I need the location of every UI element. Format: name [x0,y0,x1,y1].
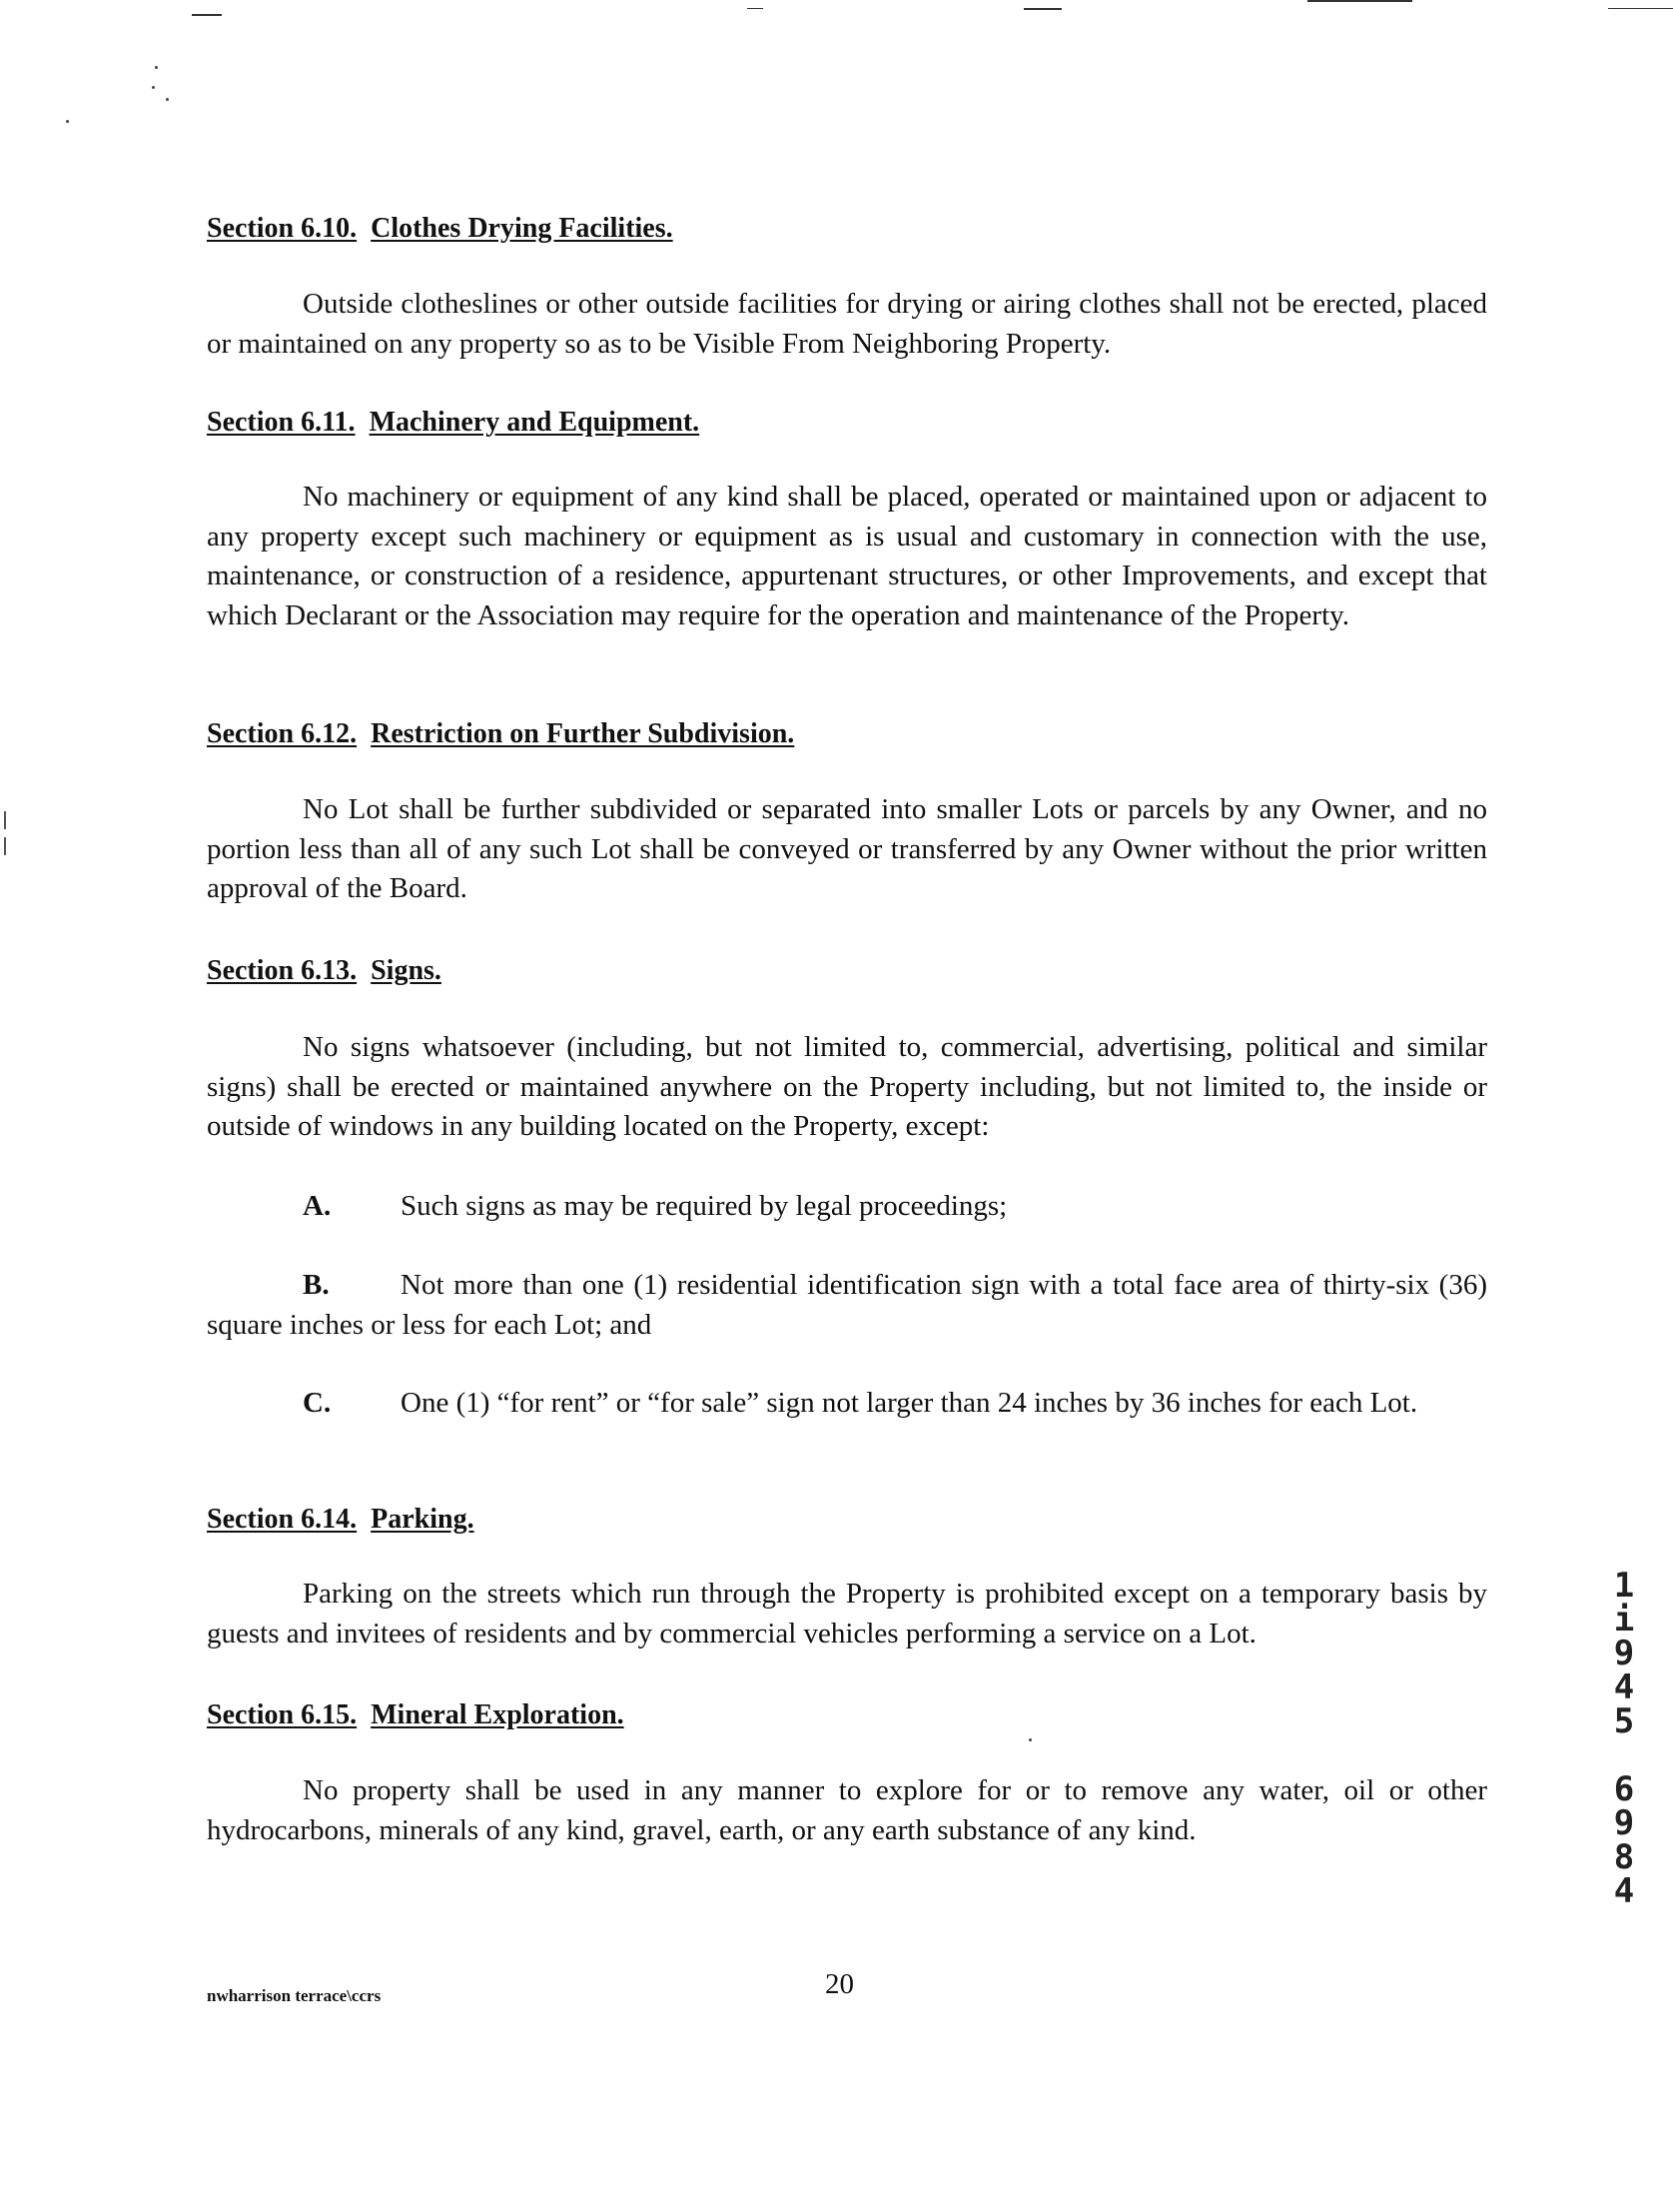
section-heading [207,717,794,751]
section-title: Restriction on Further Subdivision. [371,718,795,749]
section-heading [207,212,673,246]
section-heading [207,406,699,440]
scan-mark [1307,0,1412,2]
section-body: Parking on the streets which run through the Property is prohibited except on a temporary basis by guests and invitees of residents and by commercial vehicles performing a service on a Lot. [207,1578,1487,1650]
section-number: Section 6.13. [207,955,358,986]
section-heading [207,1503,474,1537]
section-heading [207,954,441,988]
section-body: No signs whatsoever (including, but not limited to, commercial, advertising, political and similar signs) shall be erected or maintained anywhere on the Property including, but not limited to, the inside or outside of windows in any building located on the Property, except: [207,1031,1487,1142]
scan-mark [152,86,155,89]
stamp-digit: 5 [1613,1701,1635,1741]
list-item-letter: B. [303,1269,330,1301]
section-title: Signs. [371,955,441,986]
section-number: Section 6.12. [207,718,358,749]
section-body: No property shall be used in any manner to explore for or to remove any water, oil or other hydrocarbons, minerals of any kind, gravel, earth, or any earth substance of any kind. [207,1774,1487,1846]
list-item-letter: C. [303,1387,332,1419]
list-item-text: One (1) “for rent” or “for sale” sign not larger than 24 inches by 36 inches for each Lot. [401,1387,1418,1419]
list-item-text: Such signs as may be required by legal proceedings; [401,1190,1008,1222]
section-number: Section 6.10. [207,213,358,244]
scan-mark [4,811,6,829]
section-number: Section 6.11. [207,407,356,438]
scan-mark [1608,8,1673,9]
section-body: No machinery or equipment of any kind shall be placed, operated or maintained upon or adjacent to any property except such machinery or equipment as is usual and customary in connection with the use, maintenance, or construction of a residence, appurtenant structures, or other Improvements, and except that which Declarant or the Association may require for the operation and maintenance of the Property. [207,481,1487,631]
stamp-digit: 1 [1613,1566,1635,1606]
stamp-digit: 9 [1613,1803,1635,1843]
scan-mark [66,120,69,123]
stamp-gap [1604,1738,1644,1772]
scan-mark [192,14,222,16]
section-number: Section 6.15. [207,1699,358,1730]
list-item [207,1384,1487,1424]
section-body: Outside clotheslines or other outside facilities for drying or airing clothes shall not be erected, placed or maintained on any property so as to be Visible From Neighboring Property. [207,288,1487,360]
stamp-digit: 4 [1613,1871,1635,1911]
section-title: Parking. [371,1504,474,1535]
section-title: Machinery and Equipment. [369,407,700,438]
stamp-digit: i [1613,1600,1635,1640]
section-title: Clothes Drying Facilities. [371,213,673,244]
scan-mark [166,98,169,101]
stamp-digit: 9 [1613,1634,1635,1673]
scan-mark [155,66,158,69]
footer-file-reference: nwharrison terrace\ccrs [207,1986,382,2005]
section-heading [207,1698,624,1732]
recording-number-stamp [1604,1566,1644,1911]
stamp-digit: 8 [1613,1837,1635,1877]
page-number: 20 [825,1968,854,2000]
list-item-text: Not more than one (1) residential identification sign with a total face area of thirty-six (36) square inches or less for each Lot; and [207,1269,1487,1341]
list-item-letter: A. [303,1190,332,1222]
stamp-digit: 6 [1613,1769,1635,1809]
scan-mark [1024,8,1062,10]
stamp-digit: 4 [1613,1667,1635,1707]
section-title: Mineral Exploration. [371,1699,624,1730]
scan-mark [1029,1738,1032,1741]
list-item [207,1187,1487,1227]
section-body: No Lot shall be further subdivided or separated into smaller Lots or parcels by any Owner, and no portion less than all of any such Lot shall be conveyed or transferred by any Owner without the prior written approval of the Board. [207,793,1487,904]
scan-mark [747,8,763,9]
list-item [207,1266,1487,1345]
scan-mark [4,837,6,855]
section-number: Section 6.14. [207,1504,358,1535]
